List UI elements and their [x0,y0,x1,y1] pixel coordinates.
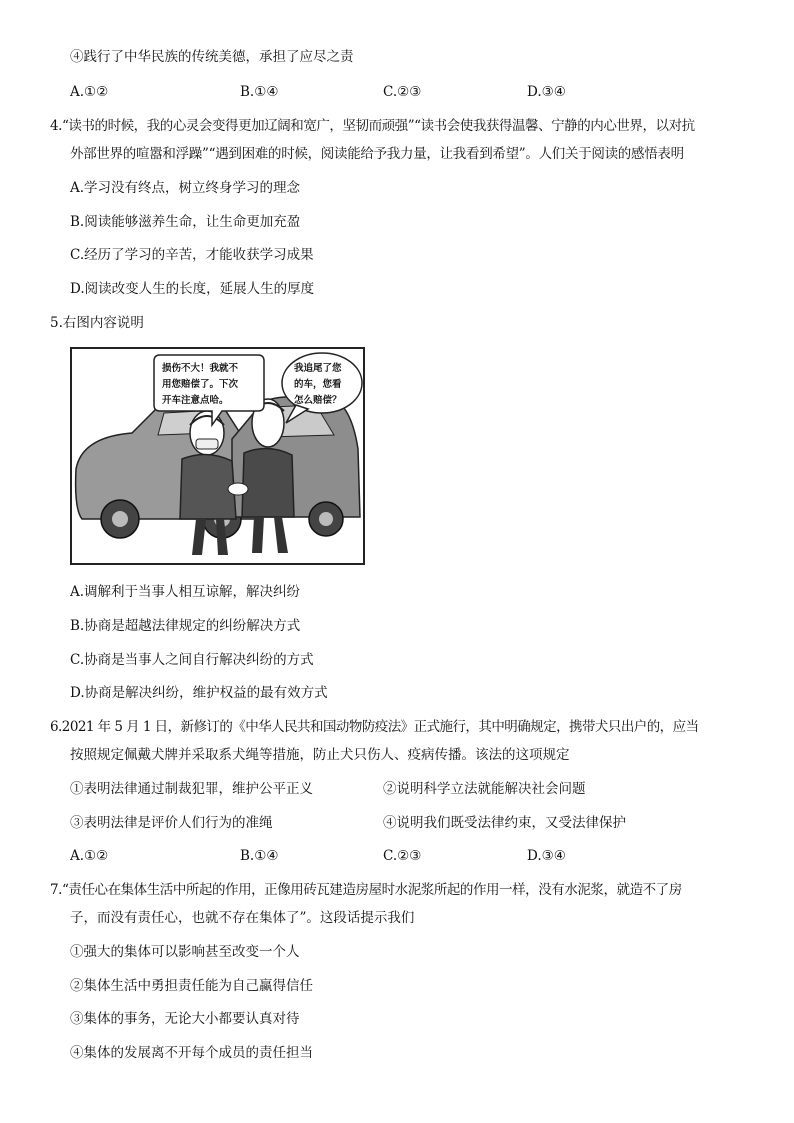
q4-option-d: D.阅读改变人生的长度，延展人生的厚度 [70,281,315,297]
q5-option-c: C.协商是当事人之间自行解决纠纷的方式 [70,652,314,668]
q7-stem-line-1: 7.“责任心在集体生活中所起的作用，正像用砖瓦建造房屋时水泥浆所起的作用一样，没有水泥浆，就造不了房 [50,882,682,898]
q7-item-3: ③集体的事务，无论大小都要认真对待 [70,1011,300,1027]
q7-stem-line-2: 子，而没有责任心，也就不存在集体了”。这段话提示我们 [70,910,415,926]
q7-item-2: ②集体生活中勇担责任能为自己赢得信任 [70,978,313,994]
q5-stem: 5.右图内容说明 [50,315,144,331]
q7-item-1: ①强大的集体可以影响甚至改变一个人 [70,944,300,960]
q4-stem-line-2: 外部世界的喧嚣和浮躁”“遇到困难的时候，阅读能给予我力量，让我看到希望”。人们关于阅读的感悟表明 [70,146,684,162]
q3-option-b: B.①④ [240,84,279,100]
q6-stem-line-1: 6.2021 年 5 月 1 日，新修订的《中华人民共和国动物防疫法》正式施行，其中明确规定，携带犬只出户的，应当 [50,719,699,735]
bubble-left-line-1: 损伤不大！我就不 [162,363,239,374]
q6-item-3: ③表明法律是评价人们行为的准绳 [70,815,273,831]
q4-stem-line-1: 4.“读书的时候，我的心灵会变得更加辽阔和宽广，坚韧而顽强”“读书会使我获得温馨、宁静的内心世界，以对抗 [50,118,695,134]
q5-option-b: B.协商是超越法律规定的纠纷解决方式 [70,618,301,634]
q3-option-d: D.③④ [527,84,566,100]
q4-option-a: A.学习没有终点，树立终身学习的理念 [70,180,301,196]
q6-option-a: A.①② [70,848,109,864]
q6-item-4: ④说明我们既受法律约束，又受法律保护 [383,815,626,831]
q3-option-c: C.②③ [383,84,422,100]
q5-cartoon [70,347,365,565]
q6-option-b: B.①④ [240,848,279,864]
bubble-right-line-3: 怎么赔偿？ [294,395,342,406]
q6-item-2: ②说明科学立法就能解决社会问题 [383,781,586,797]
bubble-left-line-3: 开车注意点哈。 [162,395,229,406]
q5-option-d: D.协商是解决纠纷，维护权益的最有效方式 [70,685,328,701]
q6-option-d: D.③④ [527,848,566,864]
cartoon-illustration [72,349,363,563]
q7-item-4: ④集体的发展离不开每个成员的责任担当 [70,1045,313,1061]
q6-item-1: ①表明法律通过制裁犯罪，维护公平正义 [70,781,313,797]
q5-option-a: A.调解利于当事人相互谅解，解决纠纷 [70,584,301,600]
q6-option-c: C.②③ [383,848,422,864]
bubble-left-line-2: 用您赔偿了。下次 [162,379,239,390]
q4-option-c: C.经历了学习的辛苦，才能收获学习成果 [70,247,314,263]
q6-stem-line-2: 按照规定佩戴犬牌并采取系犬绳等措施，防止犬只伤人、疫病传播。该法的这项规定 [70,747,570,763]
bubble-right-line-1: 我追尾了您 [294,363,342,374]
q4-option-b: B.阅读能够滋养生命，让生命更加充盈 [70,214,301,230]
bubble-right-line-2: 的车，您看 [294,379,342,390]
q3-item-4: ④践行了中华民族的传统美德，承担了应尽之责 [70,49,354,65]
q3-option-a: A.①② [70,84,109,100]
